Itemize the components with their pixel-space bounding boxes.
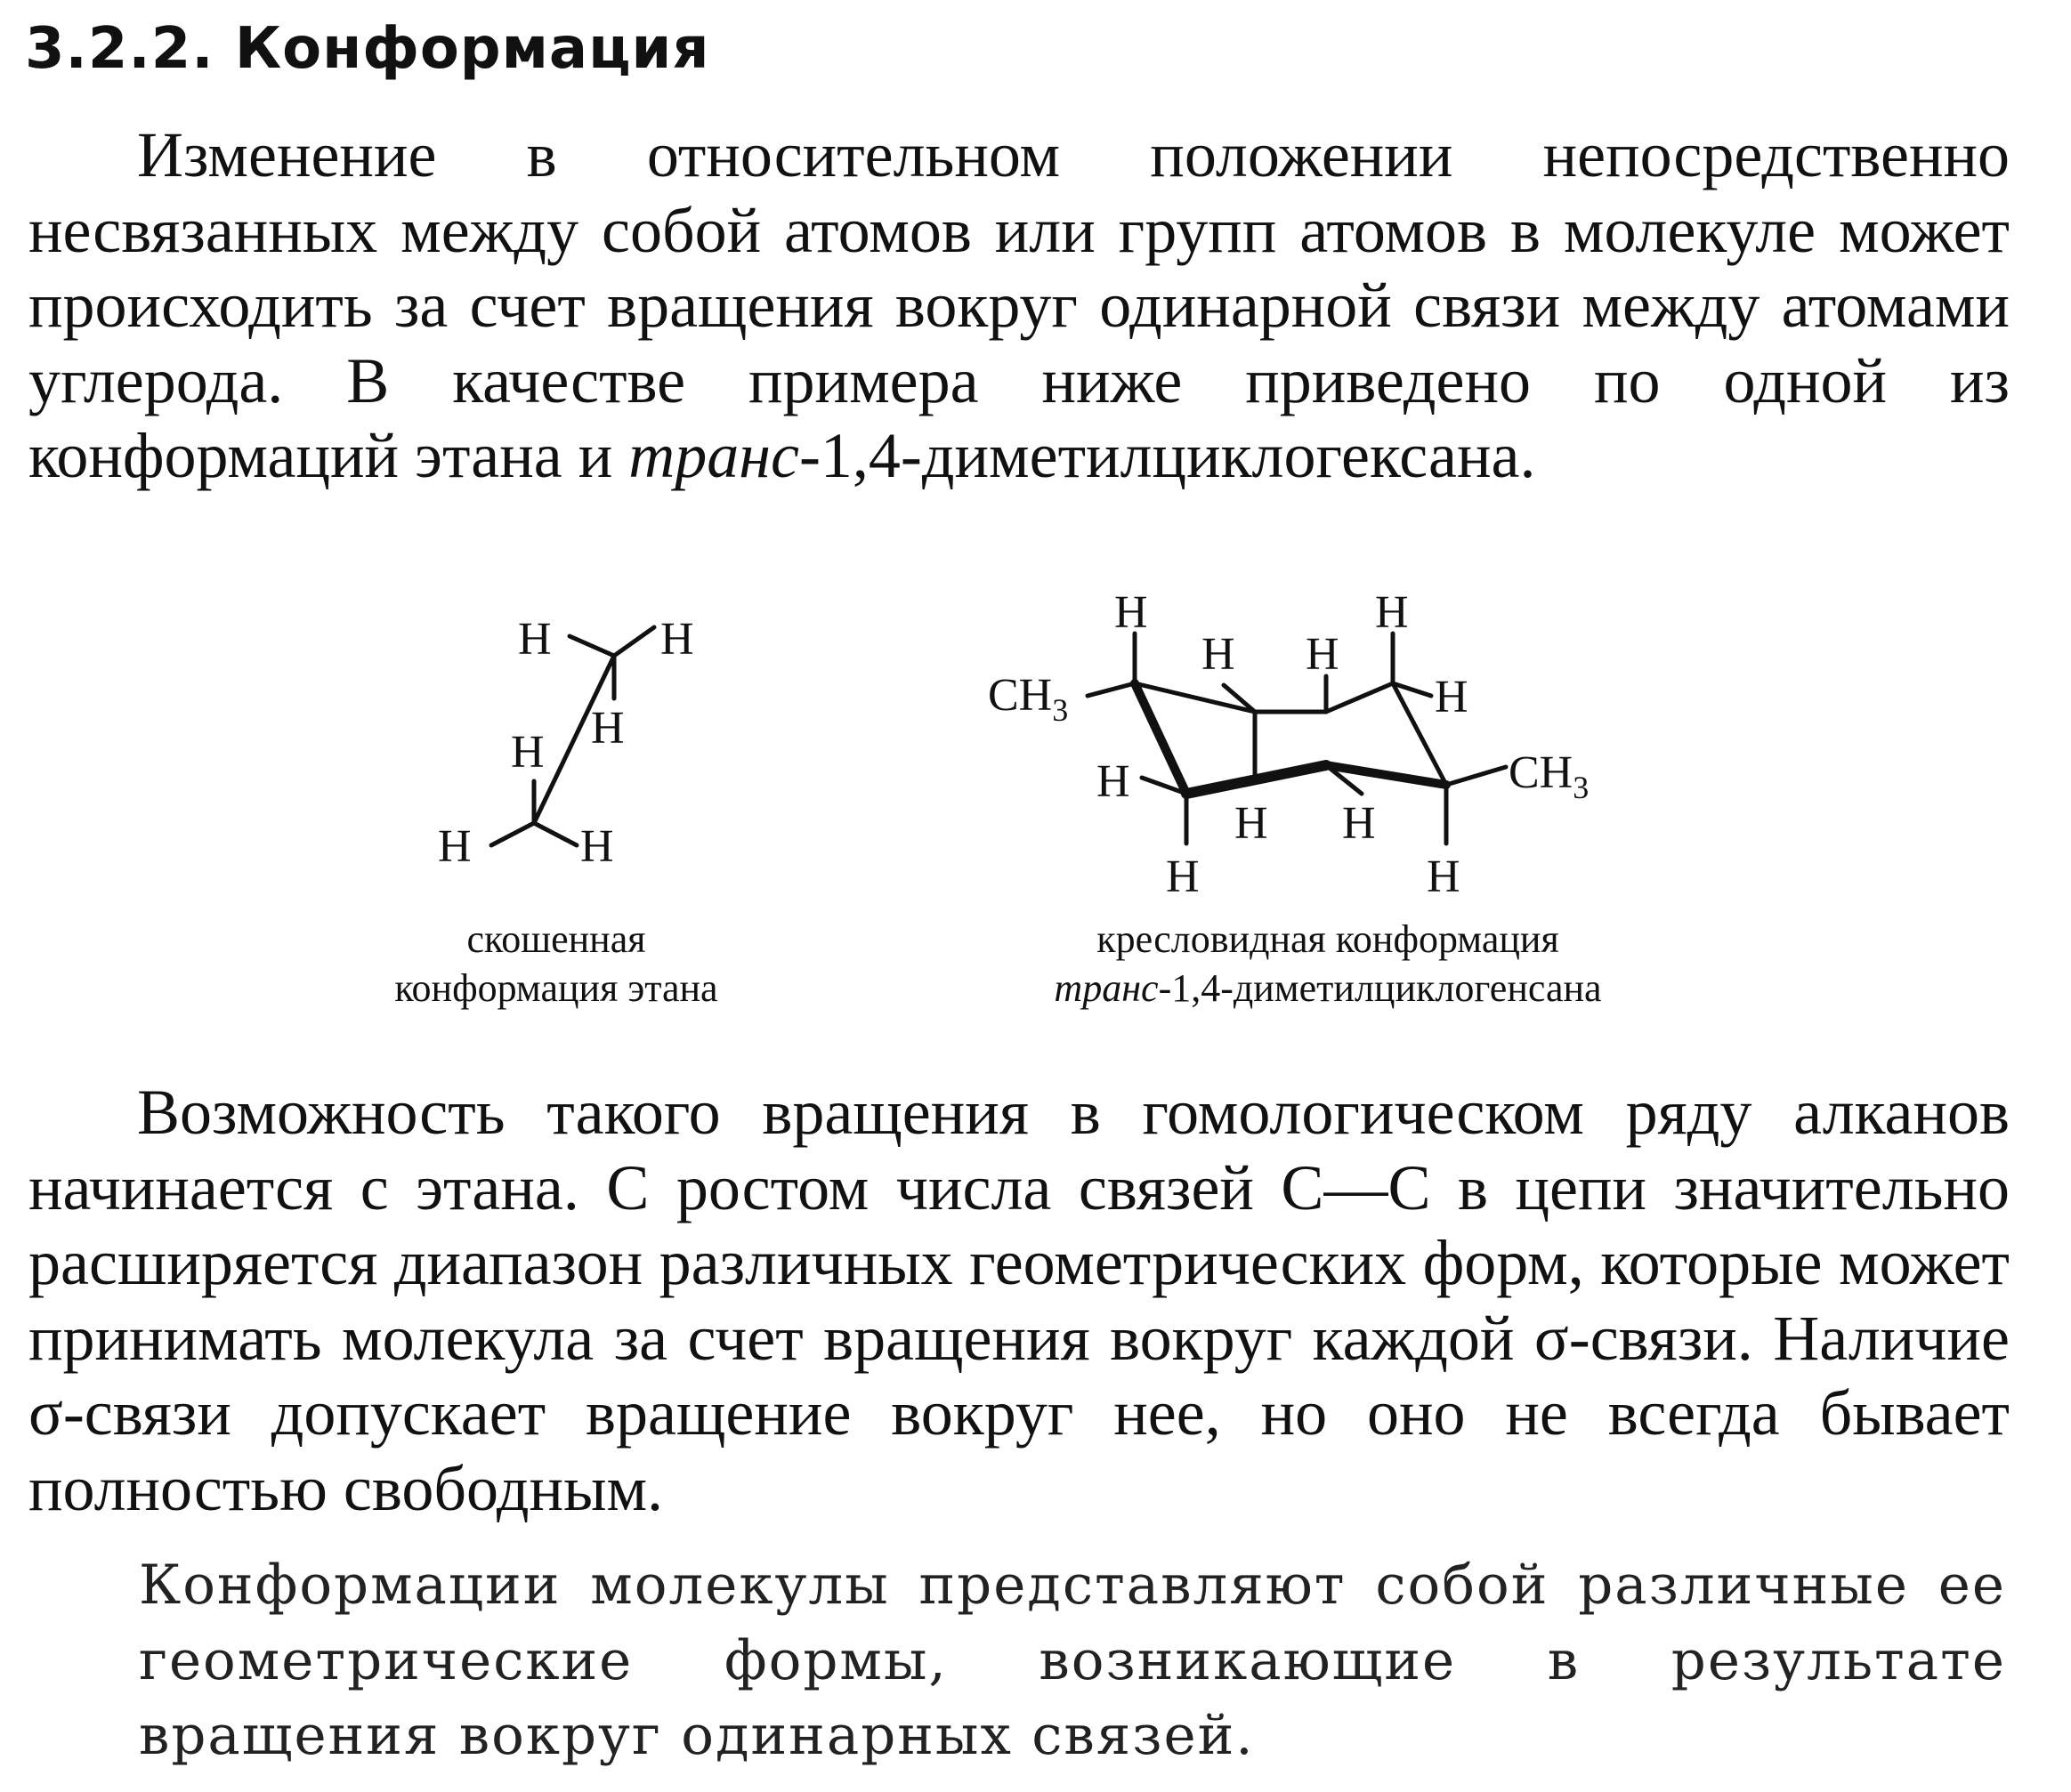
ethane-atom-h-top-right: H xyxy=(660,614,694,665)
chair-caption-line1: кресловидная конформация xyxy=(1096,917,1559,961)
intro-text: Изменение в относительном положении непосредственно несвязанных между собой атомов или групп атомов в молекуле может происходить за счет вращения вокруг одинарной связи между атомами углерода. В качестве примера ниже приведено по одной из конформаций этана и xyxy=(28,119,2010,491)
methyl-right-ch: CH xyxy=(1509,747,1573,798)
methyl-right-subscript: 3 xyxy=(1573,770,1590,805)
chair-atom-h-c4-equatorial: H xyxy=(1435,672,1468,722)
ring-bond-front-center xyxy=(1186,765,1326,794)
ethane-bond-h-top-right xyxy=(614,627,654,656)
chair-atom-h-c2-axial: H xyxy=(1234,798,1268,849)
ethane-atom-h-bottom-up: H xyxy=(511,727,545,778)
ring-bond-4 xyxy=(1393,683,1446,785)
chair-caption-trans: транс xyxy=(1054,966,1159,1010)
chair-atom-h-c7-equatorial: H xyxy=(1096,756,1130,807)
c5-methyl-bond xyxy=(1446,767,1506,785)
chair-caption-line2: -1,4-диметилциклогенсана xyxy=(1158,966,1602,1010)
chair-atom-h-c5-axial: H xyxy=(1427,852,1460,902)
ring-bond-front-right xyxy=(1326,765,1446,785)
c7-equatorial-h-bond xyxy=(1142,778,1186,794)
c1-methyl-bond xyxy=(1088,683,1135,696)
intro-paragraph xyxy=(28,117,2010,494)
ethane-atom-h-top-down: H xyxy=(591,703,625,754)
ring-bond-3 xyxy=(1326,683,1393,712)
chair-caption xyxy=(981,915,1675,1013)
ethane-bond-h-bottom-left xyxy=(491,823,534,845)
chair-methyl-left xyxy=(988,670,1068,728)
trans-prefix: транс xyxy=(628,420,799,491)
methyl-left-subscript: 3 xyxy=(1052,692,1069,728)
chair-atom-h-c2: H xyxy=(1201,629,1235,680)
ethane-bond-h-top-left xyxy=(570,636,614,656)
methyl-left-ch: CH xyxy=(988,670,1053,721)
chair-atom-h-c1-axial: H xyxy=(1114,587,1148,638)
ring-bond-front-left xyxy=(1135,683,1186,794)
chair-atom-h-c4-axial: H xyxy=(1375,587,1409,638)
c4-equatorial-h-bond xyxy=(1393,683,1431,696)
ring-bond-1 xyxy=(1135,683,1255,712)
section-heading: 3.2.2. Конформация xyxy=(25,16,710,82)
chair-atom-h-c6: H xyxy=(1342,798,1376,849)
chair-atom-h-c7-axial: H xyxy=(1166,852,1200,902)
ethane-caption xyxy=(338,915,774,1013)
ethane-c-c-bond xyxy=(534,656,614,823)
intro-text-end: -1,4-диметилциклогексана. xyxy=(798,420,1536,491)
cyclohexane-chair-structure xyxy=(1088,634,1506,844)
chair-methyl-right xyxy=(1509,747,1589,805)
ethane-caption-line2: конформация этана xyxy=(394,966,718,1010)
ethane-atom-h-bottom-right: H xyxy=(580,821,614,872)
ethane-caption-line1: скошенная xyxy=(466,917,646,961)
c2-h-bond xyxy=(1224,685,1255,712)
rotation-text: Возможность такого вращения в гомологическом ряду алканов начинается с этана. С ростом числа связей С—С в цепи значительно расширяется диапазон различных геометрических форм, которые может принимать молекула за счет вращения вокруг каждой σ-связи. Наличие σ-связи допускает вращение вокруг нее, но оно не всегда бывает полностью свободным. xyxy=(28,1077,2010,1524)
ethane-atom-h-top-left: H xyxy=(518,614,552,665)
c6-equatorial-h-bond xyxy=(1326,765,1362,794)
definition-paragraph: Конформации молекулы представляют собой различные ее геометрические формы, возникающие в результате вращения вокруг одинарных связей. xyxy=(139,1554,2006,1767)
ethane-atom-h-bottom-left: H xyxy=(438,821,472,872)
ethane-staggered-structure xyxy=(491,627,654,845)
rotation-paragraph xyxy=(28,1075,2010,1526)
ethane-bond-h-bottom-right xyxy=(534,823,577,845)
chair-atom-h-c3: H xyxy=(1306,629,1339,680)
